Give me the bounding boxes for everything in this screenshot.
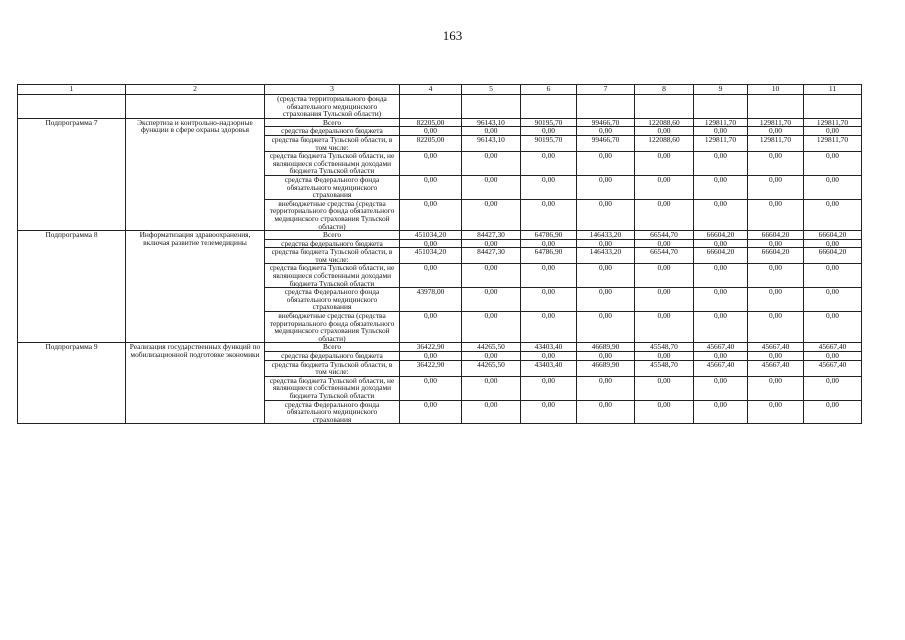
value-cell: 44265,50	[462, 343, 521, 352]
value-cell: 0,00	[462, 152, 521, 176]
value-cell: 0,00	[635, 376, 694, 400]
value-cell: 84427,30	[462, 248, 521, 264]
value-cell: 0,00	[462, 175, 521, 199]
value-cell: 64786,90	[521, 231, 577, 240]
source-cell: средства бюджета Тульской области, в том числе:	[265, 360, 400, 376]
header-cell: 2	[126, 85, 265, 95]
value-cell: 0,00	[748, 175, 804, 199]
value-cell: 0,00	[748, 264, 804, 288]
value-cell: 0,00	[804, 152, 862, 176]
source-cell: средства бюджета Тульской области, не являющиеся собственными доходами бюджета Тульской области	[265, 264, 400, 288]
value-cell: 0,00	[635, 127, 694, 136]
value-cell: 129811,70	[748, 118, 804, 127]
header-cell: 6	[521, 85, 577, 95]
value-cell: 46689,90	[577, 360, 635, 376]
value-cell	[748, 95, 804, 119]
value-cell: 43403,40	[521, 360, 577, 376]
source-cell: средства Федерального фонда обязательного медицинского страхования	[265, 175, 400, 199]
value-cell: 36422,90	[400, 343, 462, 352]
value-cell: 0,00	[694, 239, 748, 248]
value-cell: 0,00	[400, 199, 462, 230]
value-cell: 0,00	[462, 239, 521, 248]
value-cell: 44265,50	[462, 360, 521, 376]
value-cell: 66544,70	[635, 231, 694, 240]
value-cell: 0,00	[577, 376, 635, 400]
header-cell: 3	[265, 85, 400, 95]
value-cell: 0,00	[635, 400, 694, 424]
value-cell: 122088,60	[635, 118, 694, 127]
program-title: Подпрограмма 7	[18, 118, 126, 230]
value-cell: 0,00	[400, 152, 462, 176]
continuation-row	[18, 95, 862, 119]
header-cell: 5	[462, 85, 521, 95]
value-cell	[694, 95, 748, 119]
value-cell: 66604,20	[748, 248, 804, 264]
value-cell: 451034,20	[400, 248, 462, 264]
value-cell: 0,00	[521, 352, 577, 361]
value-cell: 0,00	[635, 352, 694, 361]
value-cell: 0,00	[635, 288, 694, 312]
value-cell: 0,00	[577, 352, 635, 361]
value-cell: 0,00	[694, 376, 748, 400]
value-cell: 0,00	[748, 239, 804, 248]
source-cell: внебюджетные средства (средства территориального фонда обязательного медицинского страхования Тульской области)	[265, 312, 400, 343]
value-cell: 45667,40	[804, 360, 862, 376]
value-cell: 0,00	[462, 312, 521, 343]
program-name: Реализация государственных функций по мобилизационной подготовке экономики	[126, 343, 265, 424]
value-cell: 0,00	[521, 264, 577, 288]
value-cell: 0,00	[400, 264, 462, 288]
value-cell: 0,00	[462, 264, 521, 288]
value-cell: 0,00	[694, 127, 748, 136]
value-cell: 66604,20	[804, 231, 862, 240]
value-cell: 0,00	[804, 239, 862, 248]
source-cell: средства федерального бюджета	[265, 239, 400, 248]
value-cell: 64786,90	[521, 248, 577, 264]
program-cell	[18, 95, 126, 119]
table-body	[18, 95, 862, 424]
value-cell: 0,00	[635, 312, 694, 343]
value-cell: 0,00	[748, 199, 804, 230]
value-cell: 0,00	[635, 239, 694, 248]
value-cell	[577, 95, 635, 119]
value-cell: 96143,10	[462, 135, 521, 151]
value-cell: 0,00	[577, 239, 635, 248]
value-cell: 129811,70	[748, 135, 804, 151]
value-cell: 0,00	[521, 175, 577, 199]
value-cell: 0,00	[521, 312, 577, 343]
value-cell: 0,00	[577, 199, 635, 230]
value-cell: 0,00	[748, 400, 804, 424]
program-title: Подпрограмма 8	[18, 231, 126, 343]
source-cell: средства бюджета Тульской области, не являющиеся собственными доходами бюджета Тульской области	[265, 152, 400, 176]
value-cell: 45667,40	[804, 343, 862, 352]
source-cell: средства Федерального фонда обязательного медицинского страхования	[265, 400, 400, 424]
value-cell: 0,00	[462, 352, 521, 361]
header-row	[18, 85, 862, 95]
value-cell: 0,00	[521, 400, 577, 424]
value-cell: 0,00	[577, 175, 635, 199]
value-cell: 0,00	[804, 376, 862, 400]
value-cell	[400, 95, 462, 119]
program-name: Информатизация здравоохранения, включая развитие телемедицины	[126, 231, 265, 343]
value-cell: 36422,90	[400, 360, 462, 376]
value-cell: 129811,70	[694, 135, 748, 151]
value-cell: 0,00	[804, 288, 862, 312]
value-cell: 0,00	[577, 312, 635, 343]
value-cell: 129811,70	[804, 118, 862, 127]
value-cell: 0,00	[400, 352, 462, 361]
value-cell: 0,00	[748, 352, 804, 361]
value-cell: 0,00	[748, 152, 804, 176]
value-cell: 90195,70	[521, 135, 577, 151]
value-cell: 0,00	[694, 352, 748, 361]
value-cell: 0,00	[521, 239, 577, 248]
value-cell: 0,00	[635, 175, 694, 199]
value-cell: 0,00	[748, 376, 804, 400]
value-cell: 0,00	[748, 312, 804, 343]
value-cell: 0,00	[521, 152, 577, 176]
value-cell: 0,00	[400, 127, 462, 136]
budget-table	[17, 84, 862, 424]
value-cell: 45667,40	[748, 343, 804, 352]
program-name: Экспертиза и контрольно-надзорные функции в сфере охраны здоровья	[126, 118, 265, 230]
source-cell: средства Федерального фонда обязательного медицинского страхования	[265, 288, 400, 312]
value-cell: 0,00	[577, 400, 635, 424]
value-cell: 45667,40	[694, 343, 748, 352]
value-cell: 45667,40	[694, 360, 748, 376]
value-cell: 0,00	[521, 127, 577, 136]
source-cell: средства бюджета Тульской области, в том числе:	[265, 248, 400, 264]
value-cell: 96143,10	[462, 118, 521, 127]
value-cell: 0,00	[462, 400, 521, 424]
value-cell: 129811,70	[804, 135, 862, 151]
source-cell: Всего	[265, 118, 400, 127]
name-cell	[126, 95, 265, 119]
value-cell: 122088,60	[635, 135, 694, 151]
value-cell: 45548,70	[635, 360, 694, 376]
source-cell: средства федерального бюджета	[265, 352, 400, 361]
value-cell	[635, 95, 694, 119]
header-cell: 7	[577, 85, 635, 95]
value-cell: 0,00	[635, 199, 694, 230]
header-cell: 4	[400, 85, 462, 95]
value-cell: 0,00	[804, 264, 862, 288]
value-cell: 0,00	[577, 152, 635, 176]
value-cell: 99466,70	[577, 135, 635, 151]
value-cell: 99466,70	[577, 118, 635, 127]
value-cell: 66544,70	[635, 248, 694, 264]
value-cell: 43403,40	[521, 343, 577, 352]
header-cell: 11	[804, 85, 862, 95]
value-cell: 0,00	[521, 288, 577, 312]
value-cell: 66604,20	[694, 231, 748, 240]
value-cell: 0,00	[400, 376, 462, 400]
value-cell: 45548,70	[635, 343, 694, 352]
value-cell: 0,00	[804, 199, 862, 230]
value-cell: 0,00	[694, 264, 748, 288]
value-cell: 66604,20	[804, 248, 862, 264]
header-cell: 1	[18, 85, 126, 95]
value-cell: 0,00	[694, 199, 748, 230]
source-cell: внебюджетные средства (средства территориального фонда обязательного медицинского страхования Тульской области)	[265, 199, 400, 230]
value-cell: 0,00	[635, 264, 694, 288]
value-cell: 146433,20	[577, 248, 635, 264]
source-cell: Всего	[265, 343, 400, 352]
value-cell: 0,00	[804, 127, 862, 136]
value-cell: 90195,70	[521, 118, 577, 127]
value-cell: 0,00	[694, 152, 748, 176]
value-cell: 0,00	[521, 199, 577, 230]
page-number: 163	[442, 28, 463, 43]
source-cell: (средства территориального фонда обязательного медицинского страхования Тульской области)	[265, 95, 400, 119]
table-row	[18, 343, 862, 352]
value-cell: 84427,30	[462, 231, 521, 240]
value-cell: 0,00	[694, 312, 748, 343]
value-cell: 0,00	[635, 152, 694, 176]
source-cell: Всего	[265, 231, 400, 240]
value-cell: 0,00	[462, 376, 521, 400]
value-cell: 0,00	[804, 400, 862, 424]
value-cell	[804, 95, 862, 119]
value-cell: 0,00	[694, 288, 748, 312]
value-cell	[521, 95, 577, 119]
value-cell: 0,00	[400, 400, 462, 424]
source-cell: средства бюджета Тульской области, в том числе:	[265, 135, 400, 151]
value-cell: 0,00	[804, 352, 862, 361]
value-cell: 0,00	[577, 127, 635, 136]
value-cell: 0,00	[577, 264, 635, 288]
value-cell: 0,00	[462, 127, 521, 136]
value-cell: 129811,70	[694, 118, 748, 127]
program-title: Подпрограмма 9	[18, 343, 126, 424]
table-row	[18, 118, 862, 127]
header-cell: 8	[635, 85, 694, 95]
header-cell: 10	[748, 85, 804, 95]
value-cell: 66604,20	[694, 248, 748, 264]
value-cell: 0,00	[694, 400, 748, 424]
value-cell: 0,00	[804, 312, 862, 343]
value-cell: 0,00	[748, 127, 804, 136]
value-cell: 0,00	[694, 175, 748, 199]
table-row	[18, 231, 862, 240]
value-cell: 0,00	[400, 175, 462, 199]
value-cell: 43978,00	[400, 288, 462, 312]
value-cell: 82205,00	[400, 135, 462, 151]
source-cell: средства федерального бюджета	[265, 127, 400, 136]
value-cell: 146433,20	[577, 231, 635, 240]
value-cell: 0,00	[804, 175, 862, 199]
value-cell: 0,00	[462, 288, 521, 312]
value-cell: 82205,00	[400, 118, 462, 127]
value-cell: 0,00	[748, 288, 804, 312]
value-cell: 0,00	[400, 239, 462, 248]
value-cell: 451034,20	[400, 231, 462, 240]
header-cell: 9	[694, 85, 748, 95]
value-cell: 45667,40	[748, 360, 804, 376]
value-cell: 0,00	[462, 199, 521, 230]
source-cell: средства бюджета Тульской области, не являющиеся собственными доходами бюджета Тульской области	[265, 376, 400, 400]
value-cell: 66604,20	[748, 231, 804, 240]
value-cell	[462, 95, 521, 119]
value-cell: 0,00	[400, 312, 462, 343]
value-cell: 46689,90	[577, 343, 635, 352]
value-cell: 0,00	[577, 288, 635, 312]
value-cell: 0,00	[521, 376, 577, 400]
